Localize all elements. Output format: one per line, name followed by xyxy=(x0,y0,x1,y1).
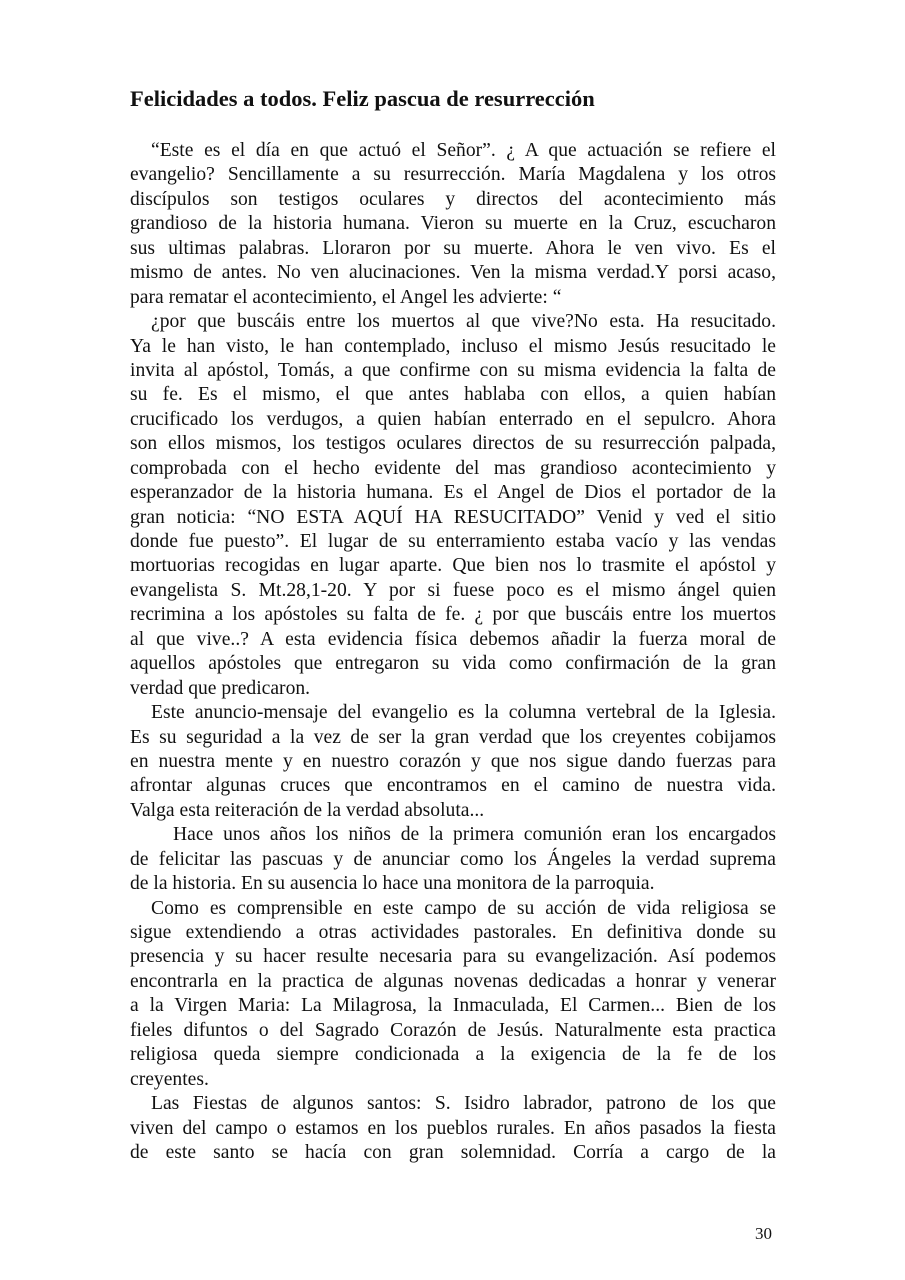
text-line: para rematar el acontecimiento, el Angel les advierte: “ xyxy=(130,286,562,308)
paragraph xyxy=(130,1092,776,1165)
text-line: su fe. Es el mismo, el que antes hablaba con ellos, a quien habían xyxy=(130,384,776,406)
paragraph xyxy=(130,310,776,701)
text-line: creyentes. xyxy=(130,1068,209,1090)
text-line: invita al apóstol, Tomás, a que confirme con su misma evidencia la falta de xyxy=(130,359,776,381)
text-line: grandioso de la historia humana. Vieron su muerte en la Cruz, escucharon xyxy=(130,213,776,235)
text-line: Ya le han visto, le han contemplado, incluso el mismo Jesús resucitado le xyxy=(130,335,776,357)
text-line: de este santo se hacía con gran solemnidad. Corría a cargo de la xyxy=(130,1141,776,1163)
text-line: sus ultimas palabras. Lloraron por su muerte. Ahora le ven vivo. Es el xyxy=(130,237,776,259)
text-line: son ellos mismos, los testigos oculares directos de su resurrección palpada, xyxy=(130,433,776,455)
text-line: Las Fiestas de algunos santos: S. Isidro labrador, patrono de los que xyxy=(151,1093,776,1115)
text-line: Valga esta reiteración de la verdad absoluta... xyxy=(130,799,485,821)
text-line: discípulos son testigos oculares y directos del acontecimiento más xyxy=(130,188,776,210)
text-line: encontrarla en la practica de algunas novenas dedicadas a honrar y venerar xyxy=(130,970,776,992)
text-line: donde fue puesto”. El lugar de su enterramiento estaba vacío y las vendas xyxy=(130,531,776,552)
text-line: viven del campo o estamos en los pueblos rurales. En años pasados la fiesta xyxy=(130,1117,776,1139)
text-line: recrimina a los apóstoles su falta de fe. ¿ por que buscáis entre los muertos xyxy=(130,604,776,626)
text-line: presencia y su hacer resulte necesaria para su evangelización. Así podemos xyxy=(130,946,776,968)
text-line: de la historia. En su ausencia lo hace una monitora de la parroquia. xyxy=(130,873,655,895)
text-line: evangelio? Sencillamente a su resurrección. María Magdalena y los otros xyxy=(130,164,776,186)
text-line: evangelista S. Mt.28,1-20. Y por si fuese poco es el mismo ángel quien xyxy=(130,579,776,601)
text-line: Hace unos años los niños de la primera comunión eran los encargados xyxy=(173,824,776,846)
text-line: afrontar algunas cruces que encontramos en el camino de nuestra vida. xyxy=(130,775,776,797)
text-line: Este anuncio-mensaje del evangelio es la columna vertebral de la Iglesia. xyxy=(151,702,776,724)
text-line: aquellos apóstoles que entregaron su vida como confirmación de la gran xyxy=(130,653,776,675)
text-line: Es su seguridad a la vez de ser la gran verdad que los creyentes cobijamos xyxy=(130,726,776,748)
text-line: esperanzador de la historia humana. Es el Angel de Dios el portador de la xyxy=(130,482,776,504)
document-body xyxy=(130,139,776,1165)
text-line: mismo de antes. No ven alucinaciones. Ven la misma verdad.Y porsi acaso, xyxy=(130,262,776,284)
text-line: al que vive..? A esta evidencia física debemos añadir la fuerza moral de xyxy=(130,628,776,650)
text-line: Como es comprensible en este campo de su acción de vida religiosa se xyxy=(151,897,776,919)
text-line: de felicitar las pascuas y de anunciar como los Ángeles la verdad suprema xyxy=(130,848,776,870)
paragraph xyxy=(130,701,776,823)
text-line: a la Virgen Maria: La Milagrosa, la Inmaculada, El Carmen... Bien de los xyxy=(130,995,776,1017)
text-line: fieles difuntos o del Sagrado Corazón de Jesús. Naturalmente esta practica xyxy=(130,1019,776,1041)
text-line: religiosa queda siempre condicionada a la exigencia de la fe de los xyxy=(130,1044,776,1066)
text-line: ¿por que buscáis entre los muertos al que vive?No esta. Ha resucitado. xyxy=(151,311,776,333)
text-line: crucificado los verdugos, a quien habían enterrado en el sepulcro. Ahora xyxy=(130,408,776,430)
page-title: Felicidades a todos. Feliz pascua de resurrección xyxy=(130,86,595,111)
paragraph xyxy=(130,897,776,1093)
text-line: mortuorias recogidas en lugar aparte. Que bien nos lo trasmite el apóstol y xyxy=(130,555,776,577)
paragraph xyxy=(130,139,776,310)
text-line: sigue extendiendo a otras actividades pastorales. En definitiva donde su xyxy=(130,922,776,943)
page-number: 30 xyxy=(755,1224,772,1243)
text-line: verdad que predicaron. xyxy=(130,677,311,699)
text-line: comprobada con el hecho evidente del mas grandioso acontecimiento y xyxy=(130,457,776,479)
text-line: en nuestra mente y en nuestro corazón y que nos sigue dando fuerzas para xyxy=(130,750,776,772)
text-line: “Este es el día en que actuó el Señor”. ¿ A que actuación se refiere el xyxy=(151,140,776,161)
text-line: gran noticia: “NO ESTA AQUÍ HA RESUCITADO” Venid y ved el sitio xyxy=(130,506,776,528)
paragraph xyxy=(130,823,776,896)
